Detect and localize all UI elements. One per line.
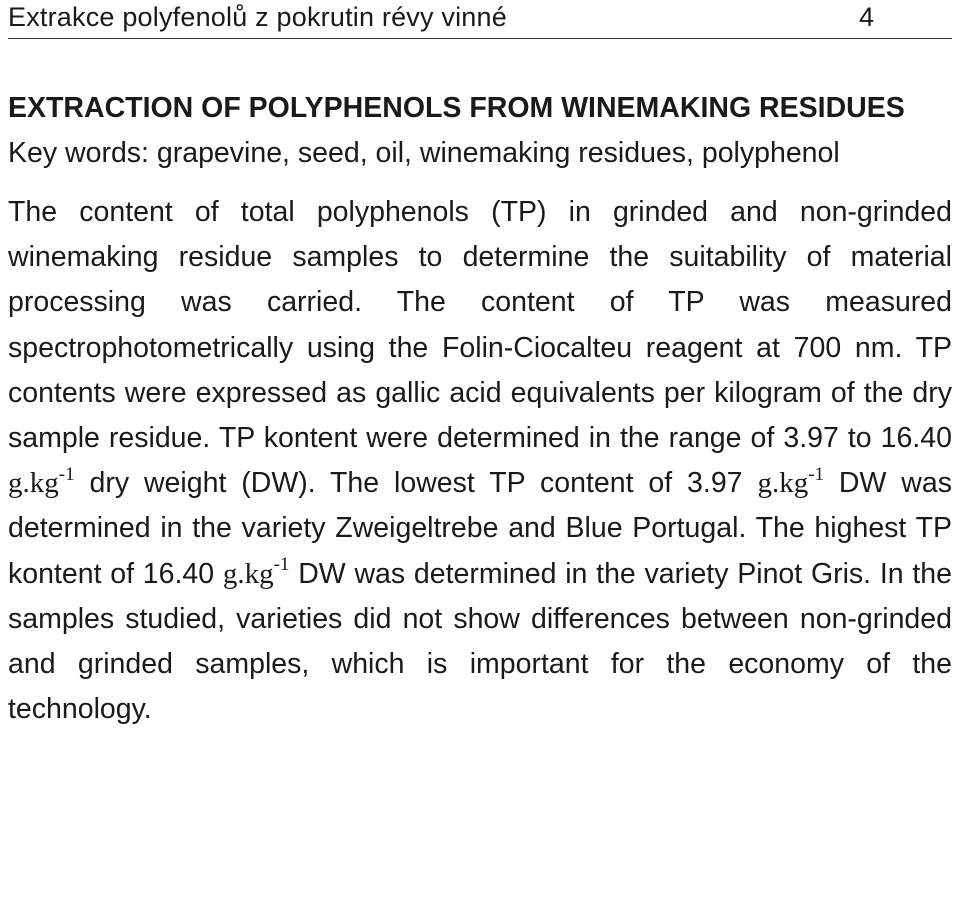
abstract-text-2: dry weight (DW). The lowest TP content of 3.97 xyxy=(89,467,743,500)
page-number: 4 xyxy=(858,2,874,32)
abstract-text-3: DW was determined in the variety Zweigeltrebe and Blue Portugal. The highest TP kontent of 16.40 xyxy=(8,467,952,590)
unit-gkg: $g.kg^{-1}$ xyxy=(757,463,825,500)
unit-gkg: $g.kg^{-1}$ xyxy=(222,553,290,590)
article-title: EXTRACTION OF POLYPHENOLS FROM WINEMAKING RESIDUES xyxy=(8,92,905,124)
header-title: Extrakce polyfenolů z pokrutin révy vinné xyxy=(8,2,507,32)
running-header xyxy=(8,0,952,39)
article-content xyxy=(8,86,952,732)
keywords: Key words: grapevine, seed, oil, winemaking residues, polyphenol xyxy=(8,137,840,169)
unit-gkg: $g.kg^{-1}$ xyxy=(8,463,75,500)
abstract-paragraph xyxy=(8,190,952,732)
abstract-text-1: The content of total polyphenols (TP) in grinded and non-grinded winemaking residue samples to determine the suitability of material processing was carried. The content of TP was measured spectrophotometrically using the Folin-Ciocalteu reagent at 700 nm. TP contents were expressed as gallic acid equivalents per kilogram of the dry sample residue. TP kontent were determined in the range of 3.97 to 16.40 xyxy=(8,196,952,455)
abstract-text-4: DW was determined in the variety Pinot Gris. In the samples studied, varieties did not show differences between non-grinded and grinded samples, which is important for the economy of the technology. xyxy=(8,557,953,726)
